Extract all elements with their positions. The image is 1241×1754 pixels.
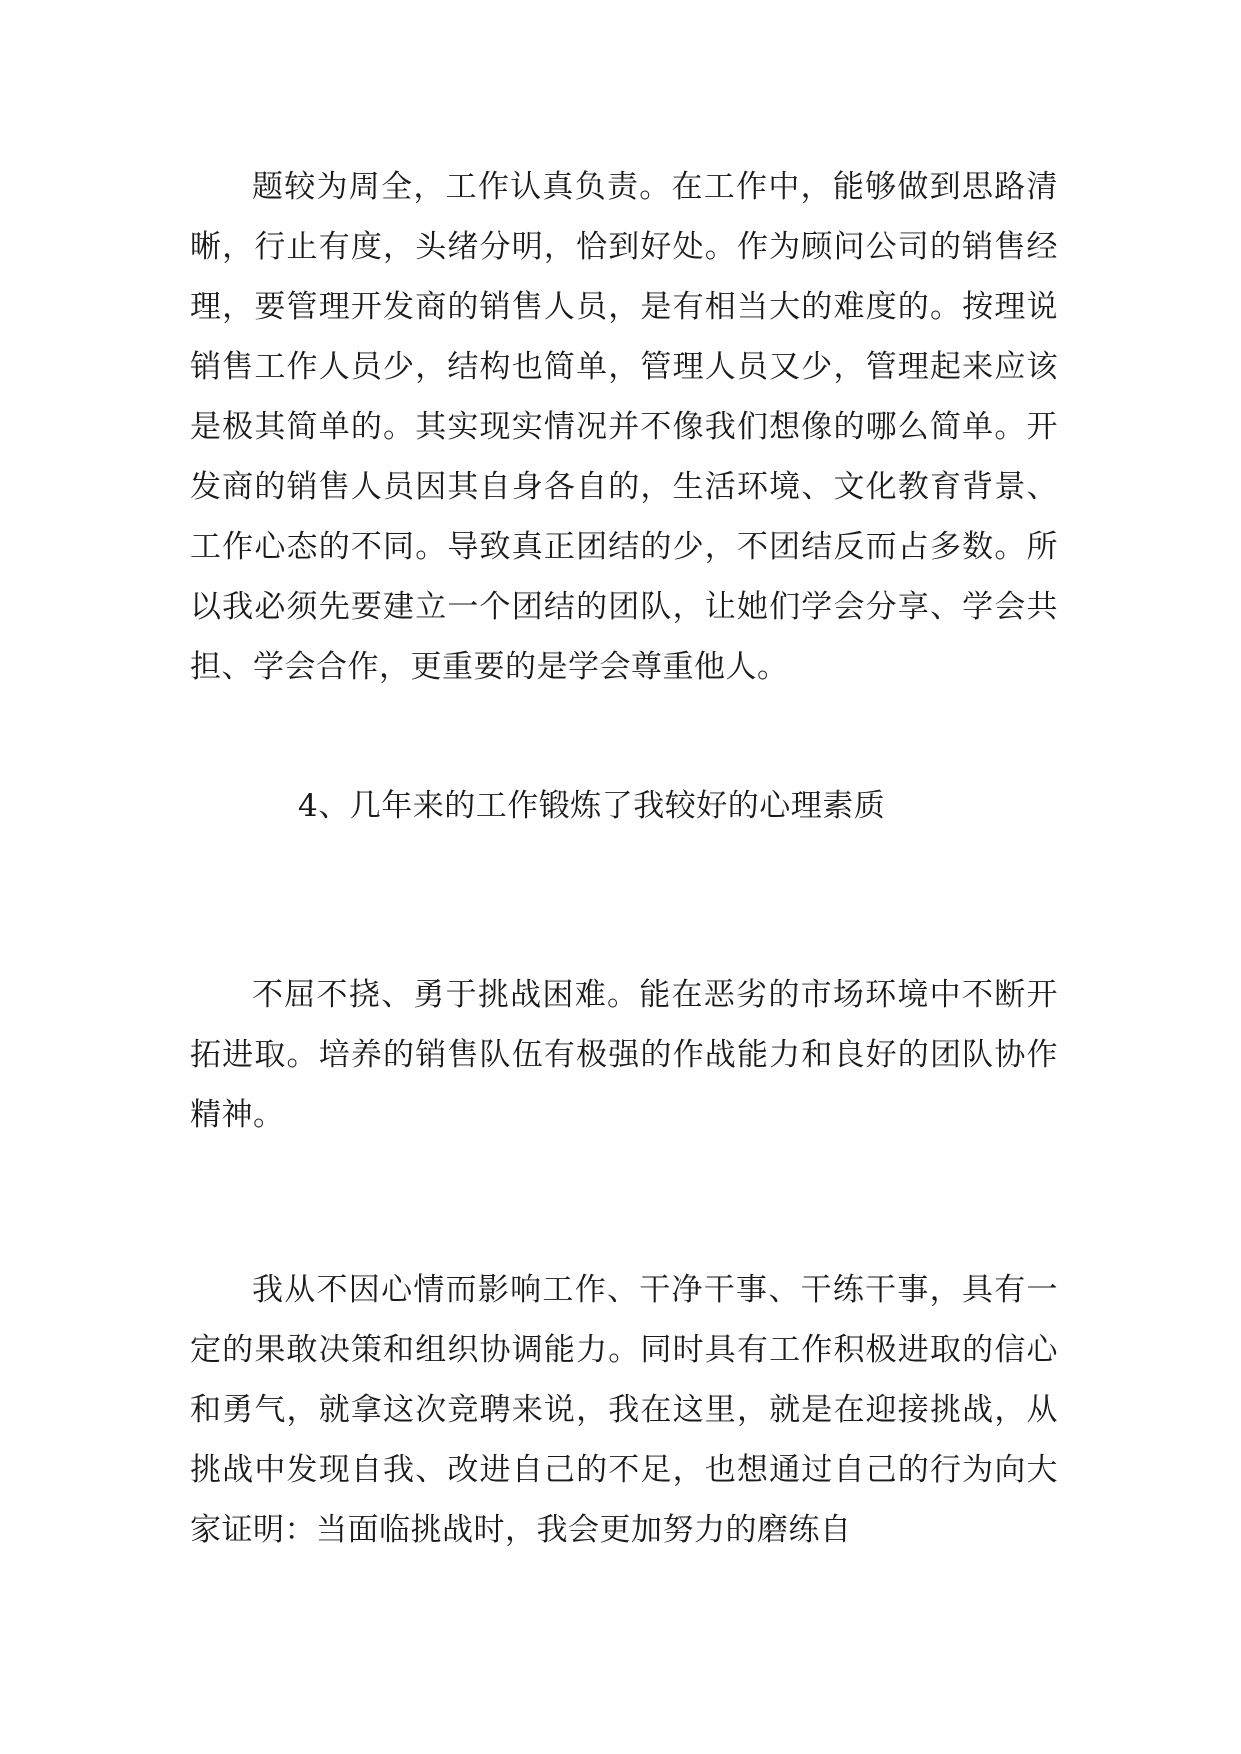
section-heading: 4、几年来的工作锻炼了我较好的心理素质 [298, 788, 886, 824]
body-paragraph-1: 题较为周全，工作认真负责。在工作中，能够做到思路清晰，行止有度，头绪分明，恰到好处。作为顾问公司的销售经理，要管理开发商的销售人员，是有相当大的难度的。按理说销售工作人员少，结构也简单，管理人员又少，管理起来应该是极其简单的。其实现实情况并不像我们想像的哪么简单。开发商的销售人员因其自身各自的，生活环境、文化教育背景、工作心态的不同。导致真正团结的少，不团结反而占多数。所以我必须先要建立一个团结的团队，让她们学会分享、学会共担、学会合作，更重要的是学会尊重他人。 [190, 169, 1058, 685]
body-paragraph-2: 不屈不挠、勇于挑战困难。能在恶劣的市场环境中不断开拓进取。培养的销售队伍有极强的作战能力和良好的团队协作精神。 [190, 977, 1058, 1133]
body-paragraph-3: 我从不因心情而影响工作、干净干事、干练干事，具有一定的果敢决策和组织协调能力。同时具有工作积极进取的信心和勇气，就拿这次竞聘来说，我在这里，就是在迎接挑战，从挑战中发现自我、改进自己的不足，也想通过自己的行为向大家证明：当面临挑战时，我会更加努力的磨练自 [190, 1272, 1058, 1548]
